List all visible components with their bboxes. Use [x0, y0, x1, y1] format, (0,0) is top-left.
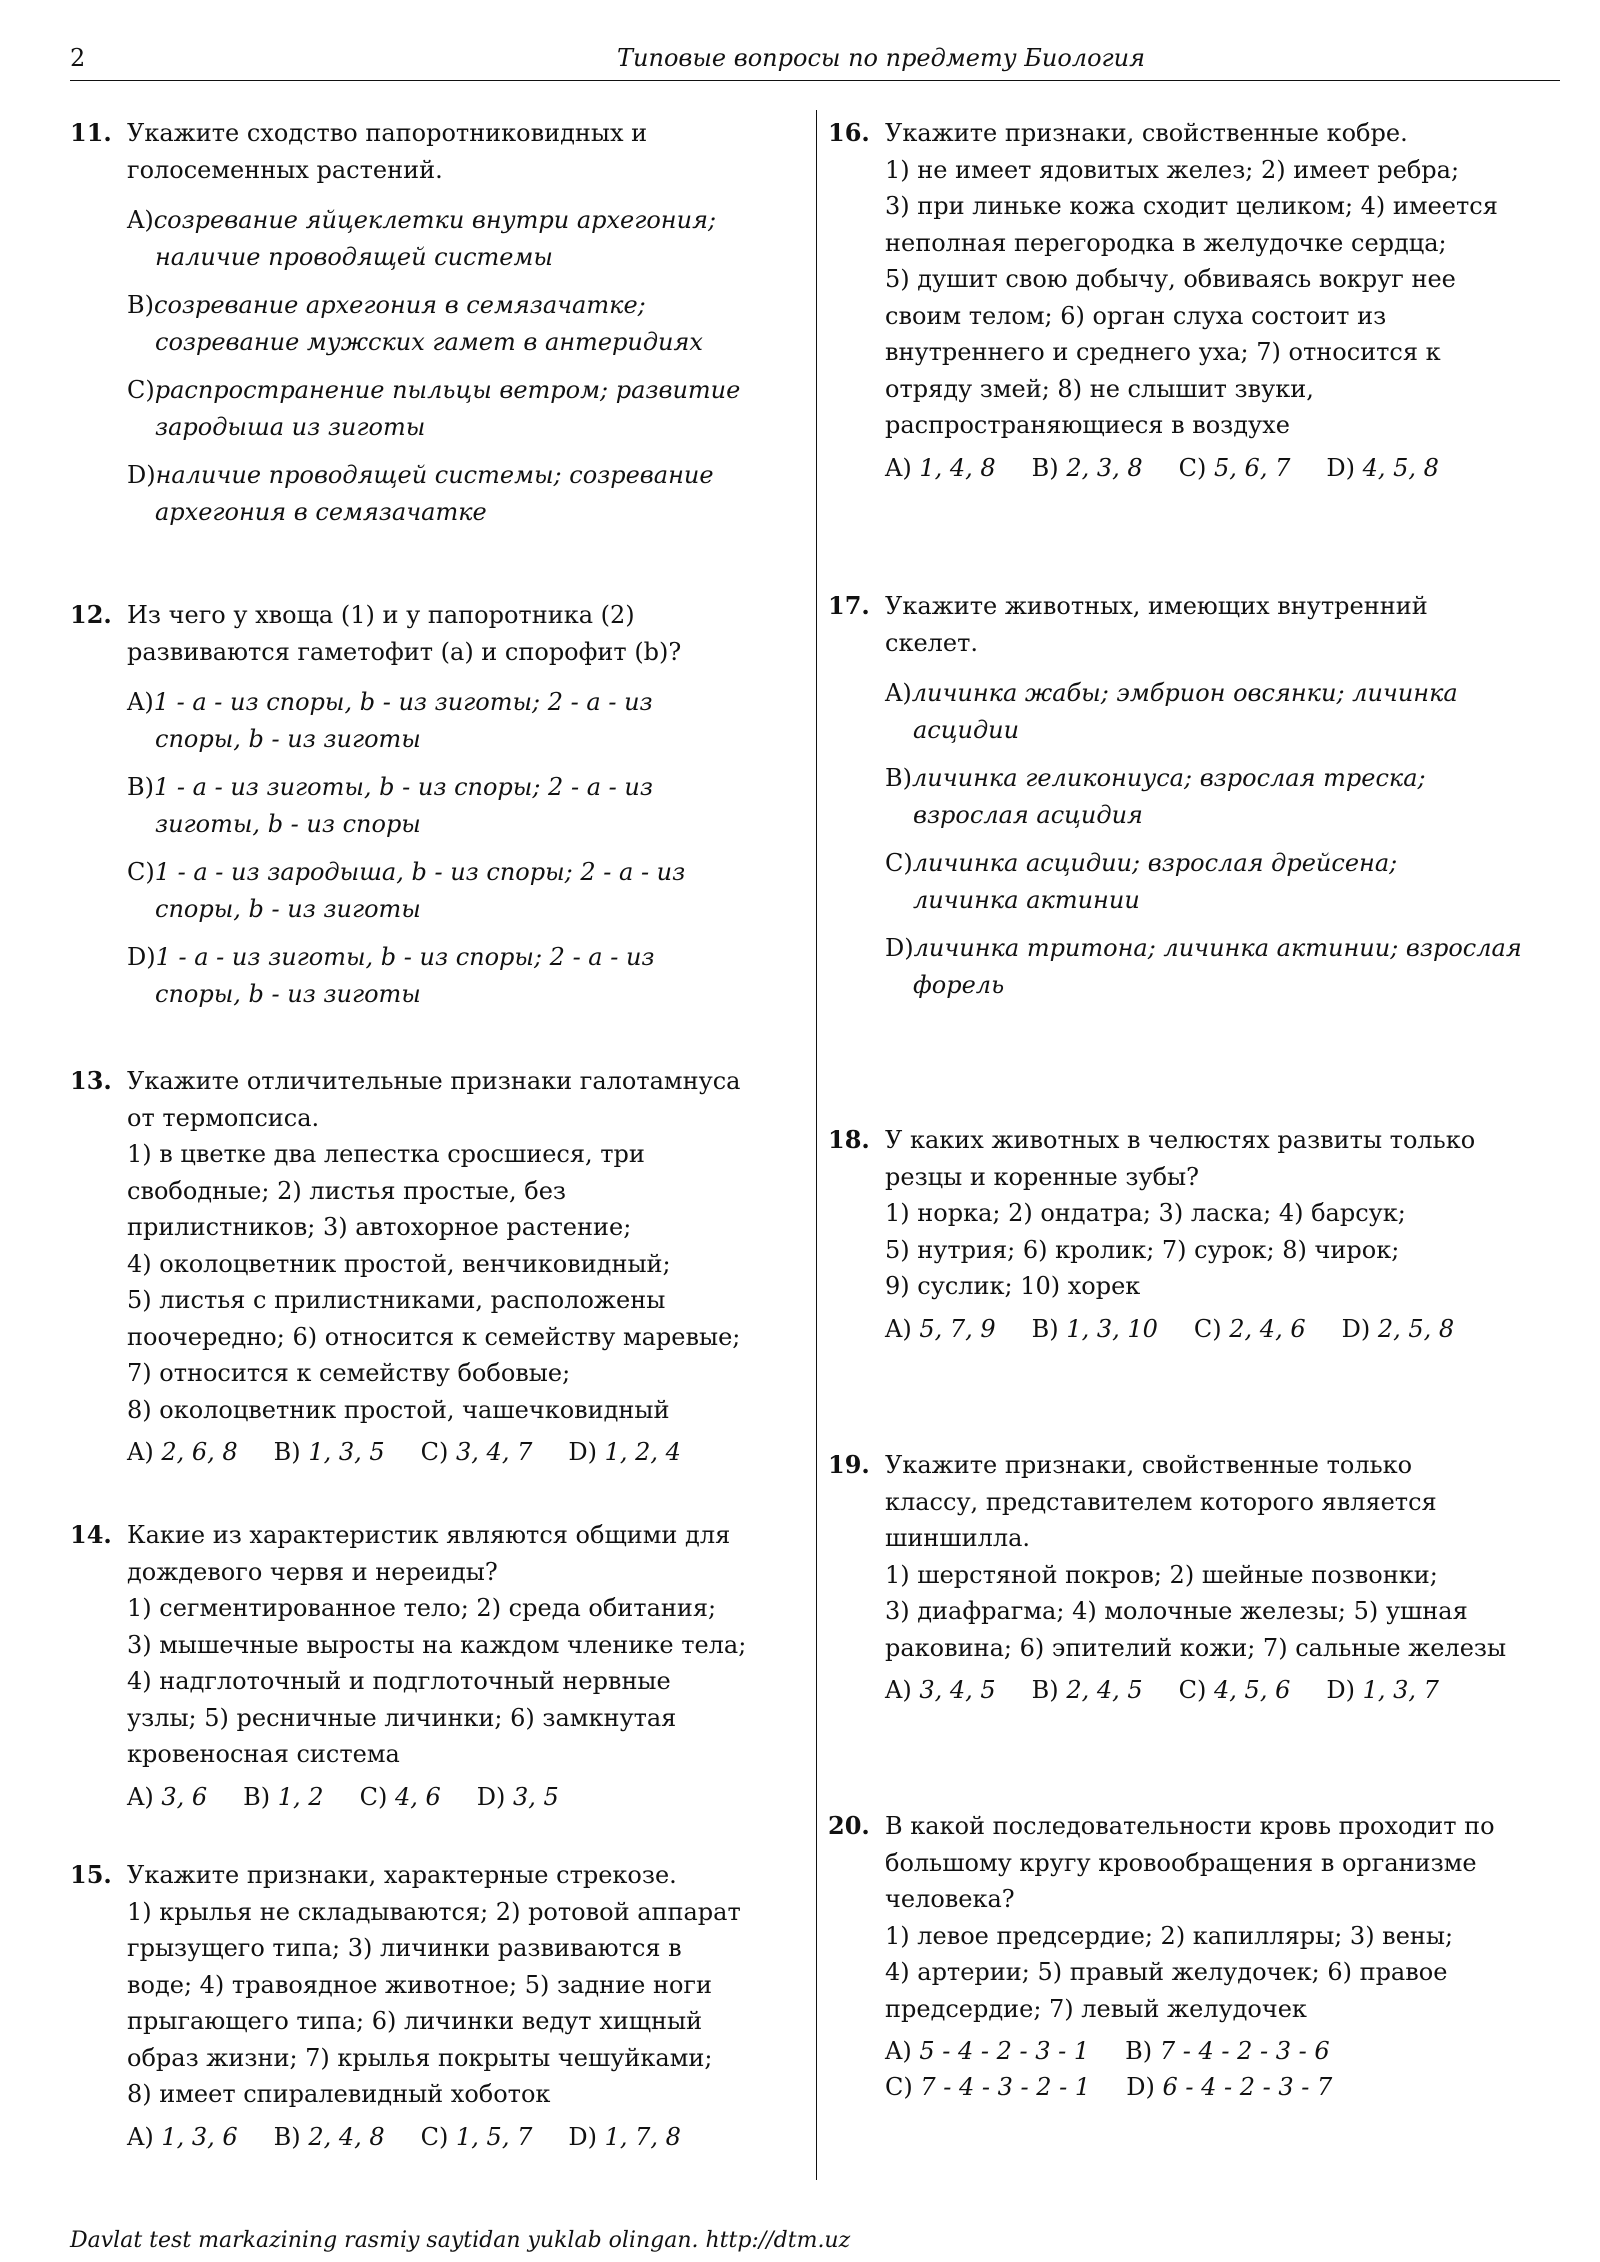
choice-letter: D)	[1326, 1676, 1355, 1704]
question-text-line: кровеносная система	[127, 1740, 400, 1768]
answer-option-d[interactable]	[127, 457, 760, 530]
choice-letter: A)	[127, 1438, 154, 1466]
question-text-line: грызущего типа; 3) личинки развиваются в	[127, 1934, 682, 1962]
choice-letter: C)	[420, 1438, 449, 1466]
option-letter: A)	[885, 679, 912, 707]
question-text-line: 1) крылья не складываются; 2) ротовой аппарат	[127, 1897, 741, 1926]
answer-choices	[127, 1779, 760, 1815]
question-17	[828, 588, 1538, 1015]
choice-letter: D)	[568, 1438, 597, 1466]
question-text-line: резцы и коренные зубы?	[885, 1162, 1200, 1191]
question-text-line: внутреннего и среднего уха; 7) относится к	[885, 338, 1441, 366]
answer-choice-b[interactable]	[1032, 454, 1143, 482]
option-letter: D)	[127, 461, 156, 489]
choice-value: 1, 4, 8	[919, 453, 996, 482]
option-text: 1 - a - из зиготы, b - из споры; 2 - a - из	[154, 773, 653, 801]
option-text-cont: созревание мужских гамет в антеридиях	[155, 327, 703, 356]
question-20	[828, 1808, 1538, 2105]
answer-option-a[interactable]	[127, 202, 760, 275]
option-text-cont: наличие проводящей системы	[155, 242, 553, 271]
answer-choices	[127, 2119, 760, 2155]
question-text-line: 1) шерстяной покров; 2) шейные позвонки;	[885, 1560, 1438, 1589]
choice-letter: A)	[127, 2122, 154, 2151]
question-text-line: 1) сегментированное тело; 2) среда обитания;	[127, 1594, 717, 1622]
choice-letter: D)	[568, 2122, 597, 2151]
answer-choice-a[interactable]	[127, 1438, 238, 1466]
option-text-cont: взрослая асцидия	[913, 800, 1143, 829]
running-title: Типовые вопросы по предмету Биология	[617, 44, 1145, 72]
option-text: созревание архегония в семязачатке;	[154, 291, 646, 319]
question-12	[70, 597, 760, 1024]
option-letter: C)	[885, 849, 913, 877]
option-letter: B)	[127, 773, 154, 801]
question-text-line: свободные; 2) листья простые, без	[127, 1176, 566, 1205]
answer-choice-d[interactable]	[1326, 454, 1439, 482]
answer-choices	[885, 450, 1538, 486]
choice-letter: B)	[1031, 453, 1059, 482]
question-text-line: большому кругу кровообращения в организме	[885, 1848, 1477, 1877]
option-text-cont: асцидии	[913, 715, 1020, 744]
question-text-line: узлы; 5) ресничные личинки; 6) замкнутая	[127, 1703, 677, 1732]
question-text-line: 5) нутрия; 6) кролик; 7) сурок; 8) чирок;	[885, 1235, 1400, 1264]
question-text-line: воде; 4) травоядное животное; 5) задние ноги	[127, 1970, 712, 1999]
choice-letter: D)	[1126, 2073, 1155, 2101]
answer-choices-row-2	[885, 2069, 1538, 2105]
choice-value: 7 - 4 - 3 - 2 - 1	[920, 2073, 1091, 2101]
question-text-line: 4) артерии; 5) правый желудочек; 6) правое	[885, 1958, 1448, 1986]
choice-value: 4, 5, 8	[1362, 453, 1439, 482]
answer-option-a[interactable]	[127, 684, 760, 757]
answer-choice-c[interactable]	[885, 2073, 1090, 2101]
question-text-line: Укажите признаки, характерные стрекозе.	[127, 1861, 677, 1889]
answer-choice-a[interactable]	[127, 1783, 207, 1811]
choice-value: 3, 4, 7	[456, 1438, 533, 1466]
question-text-line: 3) при линьке кожа сходит целиком; 4) имеется	[885, 192, 1498, 220]
question-19	[828, 1447, 1538, 1708]
choice-letter: D)	[1341, 1314, 1371, 1343]
page-header	[70, 40, 1560, 81]
choice-value: 4, 6	[394, 1782, 441, 1811]
question-text-line: 8) околоцветник простой, чашечковидный	[127, 1395, 670, 1424]
choice-value: 5, 6, 7	[1214, 453, 1291, 482]
answer-choice-b[interactable]	[1032, 1676, 1143, 1704]
choice-letter: A)	[885, 1314, 912, 1343]
question-text-line: 4) околоцветник простой, венчиковидный;	[127, 1249, 671, 1278]
answer-choice-c[interactable]	[421, 2123, 533, 2151]
answer-choice-c[interactable]	[1179, 1676, 1291, 1704]
question-text-line: 1) норка; 2) ондатра; 3) ласка; 4) барсук;	[885, 1199, 1406, 1227]
answer-choice-a[interactable]	[885, 2037, 1089, 2065]
choice-letter: A)	[885, 1676, 912, 1704]
question-text-line: шиншилла.	[885, 1524, 1031, 1552]
question-text-line: скелет.	[885, 628, 978, 657]
question-text-line: В какой последовательности кровь проходит по	[885, 1812, 1495, 1840]
option-letter: C)	[127, 376, 155, 404]
choice-letter: D)	[476, 1782, 506, 1811]
option-text: 1 - a - из споры, b - из зиготы; 2 - a - из	[153, 688, 653, 716]
question-13	[70, 1063, 760, 1470]
answer-option-b[interactable]	[885, 760, 1538, 833]
question-text-line: отряду змей; 8) не слышит звуки,	[885, 374, 1314, 403]
answer-choices	[885, 1311, 1538, 1347]
answer-choice-b[interactable]	[1125, 2037, 1329, 2065]
answer-option-a[interactable]	[885, 675, 1538, 748]
page-footer: Davlat test markazining rasmiy saytidan yuklab olingan. http://dtm.uz	[70, 2228, 851, 2253]
option-letter: B)	[127, 291, 154, 319]
choice-value: 2, 4, 5	[1066, 1676, 1143, 1704]
option-text: созревание яйцеклетки внутри архегония;	[153, 206, 717, 234]
option-letter: B)	[885, 764, 912, 792]
question-number: 13.	[70, 1066, 112, 1095]
answer-choices	[127, 1434, 760, 1470]
question-text-line: 8) имеет спиралевидный хоботок	[127, 2080, 551, 2108]
option-text-cont: зародыша из зиготы	[155, 412, 426, 441]
option-letter: D)	[127, 943, 156, 971]
question-text-line: 3) диафрагма; 4) молочные железы; 5) ушная	[885, 1597, 1468, 1625]
question-text-line: 1) левое предсердие; 2) капилляры; 3) вены;	[885, 1921, 1454, 1950]
question-number: 12.	[70, 600, 112, 629]
option-text-cont: личинка актинии	[913, 885, 1140, 914]
answer-option-d[interactable]	[127, 939, 760, 1012]
question-text-line: 1) не имеет ядовитых желез; 2) имеет ребра;	[885, 155, 1460, 184]
choice-letter: C)	[1178, 453, 1207, 482]
page-number: 2	[70, 44, 86, 72]
choice-value: 5, 7, 9	[919, 1314, 996, 1343]
choice-letter: B)	[1125, 2037, 1153, 2065]
option-text-cont: споры, b - из зиготы	[155, 894, 421, 923]
answer-choices-row-1	[885, 2033, 1538, 2069]
choice-value: 1, 3, 7	[1362, 1676, 1439, 1704]
answer-option-d[interactable]	[885, 930, 1538, 1003]
answer-choice-d[interactable]	[1126, 2073, 1332, 2101]
answer-choice-d[interactable]	[568, 1438, 681, 1466]
question-number: 14.	[70, 1520, 112, 1549]
answer-choice-c[interactable]	[1194, 1315, 1306, 1343]
answer-option-c[interactable]	[127, 854, 760, 927]
question-text-line: 4) надглоточный и подглоточный нервные	[127, 1667, 671, 1695]
choice-value: 1, 3, 5	[308, 1438, 385, 1466]
answer-choice-b[interactable]	[274, 2123, 385, 2151]
option-list	[127, 202, 760, 530]
choice-letter: A)	[885, 453, 912, 482]
choice-value: 1, 7, 8	[604, 2122, 681, 2151]
answer-choice-a[interactable]	[885, 1315, 996, 1343]
answer-choices	[885, 1672, 1538, 1708]
question-text-line: 7) относится к семейству бобовые;	[127, 1359, 571, 1387]
question-number: 19.	[828, 1450, 870, 1479]
question-text-line: своим телом; 6) орган слуха состоит из	[885, 301, 1387, 330]
question-text-line: поочередно; 6) относится к семейству маревые;	[127, 1322, 741, 1351]
answer-choice-d[interactable]	[1326, 1676, 1439, 1704]
answer-option-b[interactable]	[127, 769, 760, 842]
question-text-line: Укажите отличительные признаки галотамнуса	[127, 1067, 741, 1095]
option-letter: A)	[127, 206, 154, 234]
choice-value: 2, 3, 8	[1066, 453, 1143, 482]
question-16	[828, 115, 1538, 486]
choice-letter: C)	[359, 1782, 388, 1811]
answer-choice-d[interactable]	[1342, 1315, 1455, 1343]
choice-letter: B)	[243, 1782, 271, 1811]
answer-choice-d[interactable]	[477, 1783, 559, 1811]
answer-choice-a[interactable]	[885, 1676, 996, 1704]
question-text-line: Из чего у хвоща (1) и у папоротника (2)	[127, 601, 635, 629]
choice-value: 3, 4, 5	[919, 1676, 996, 1704]
answer-choice-d[interactable]	[568, 2123, 681, 2151]
option-text-cont: споры, b - из зиготы	[155, 979, 421, 1008]
answer-choice-c[interactable]	[421, 1438, 533, 1466]
option-list	[885, 675, 1538, 1003]
answer-choice-b[interactable]	[243, 1783, 323, 1811]
question-text-line: Укажите признаки, свойственные только	[885, 1451, 1413, 1479]
question-text-line: от термопсиса.	[127, 1103, 320, 1132]
choice-value: 1, 3, 10	[1066, 1314, 1158, 1343]
question-text-line: Укажите признаки, свойственные кобре.	[885, 119, 1408, 147]
answer-option-c[interactable]	[127, 372, 760, 445]
choice-letter: B)	[1031, 1676, 1059, 1704]
choice-value: 2, 5, 8	[1377, 1314, 1455, 1343]
option-text-cont: зиготы, b - из споры	[155, 809, 421, 838]
choice-value: 3, 5	[513, 1782, 559, 1811]
question-text-line: раковина; 6) эпителий кожи; 7) сальные железы	[885, 1633, 1507, 1662]
choice-value: 2, 4, 8	[308, 2122, 385, 2151]
option-text: личинка жабы; эмбрион овсянки; личинка	[911, 679, 1458, 707]
choice-value: 2, 6, 8	[161, 1438, 238, 1466]
question-text-line: развиваются гаметофит (a) и спорофит (b)?	[127, 637, 682, 666]
choice-value: 4, 5, 6	[1214, 1676, 1291, 1704]
question-text-line: 3) мышечные выросты на каждом членике тела;	[127, 1630, 747, 1659]
answer-choice-c[interactable]	[1179, 454, 1291, 482]
option-text-cont: форель	[913, 970, 1005, 999]
question-text-line: прилистников; 3) автохорное растение;	[127, 1213, 632, 1241]
choice-letter: B)	[273, 1438, 301, 1466]
question-14	[70, 1517, 760, 1815]
question-text-line: 1) в цветке два лепестка сросшиеся, три	[127, 1140, 645, 1168]
question-text-line: образ жизни; 7) крылья покрыты чешуйками;	[127, 2043, 713, 2072]
choice-letter: C)	[885, 2073, 913, 2101]
question-18	[828, 1122, 1538, 1347]
question-text-line: голосеменных растений.	[127, 155, 443, 184]
option-text: 1 - a - из зародыша, b - из споры; 2 - a - из	[154, 858, 686, 886]
question-text-line: распространяющиеся в воздухе	[885, 411, 1290, 439]
question-number: 17.	[828, 591, 870, 620]
question-text-line: Какие из характеристик являются общими для	[127, 1521, 731, 1549]
choice-letter: C)	[1193, 1314, 1222, 1343]
question-15	[70, 1857, 760, 2155]
question-text-line: предсердие; 7) левый желудочек	[885, 1994, 1307, 2023]
option-text: наличие проводящей системы; созревание	[155, 461, 714, 489]
question-number: 20.	[828, 1811, 870, 1840]
option-text: распространение пыльцы ветром; развитие	[154, 376, 741, 404]
question-text-line: неполная перегородка в желудочке сердца;	[885, 228, 1447, 257]
choice-value: 5 - 4 - 2 - 3 - 1	[919, 2037, 1090, 2065]
option-letter: C)	[127, 858, 155, 886]
question-text-line: прыгающего типа; 6) личинки ведут хищный	[127, 2007, 703, 2035]
choice-value: 6 - 4 - 2 - 3 - 7	[1162, 2073, 1333, 2101]
option-text: 1 - a - из зиготы, b - из споры; 2 - a - из	[155, 943, 655, 971]
question-text-line: Укажите животных, имеющих внутренний	[885, 592, 1428, 620]
question-text-line: 5) душит свою добычу, обвиваясь вокруг нее	[885, 265, 1456, 293]
option-text: личинка тритона; личинка актинии; взрослая	[913, 934, 1522, 962]
option-text-cont: архегония в семязачатке	[155, 497, 487, 526]
option-letter: D)	[885, 934, 914, 962]
choice-value: 2, 4, 6	[1229, 1314, 1306, 1343]
question-number: 18.	[828, 1125, 870, 1154]
question-text-line: классу, представителем которого является	[885, 1487, 1437, 1516]
choice-value: 1, 2	[277, 1782, 324, 1811]
question-number: 11.	[70, 118, 112, 147]
option-list	[127, 684, 760, 1012]
choice-value: 3, 6	[161, 1782, 208, 1811]
question-number: 15.	[70, 1860, 112, 1889]
option-text: личинка асцидии; взрослая дрейсена;	[912, 849, 1398, 877]
answer-choice-a[interactable]	[885, 454, 996, 482]
choice-letter: C)	[420, 2122, 449, 2151]
question-text-line: 5) листья с прилистниками, расположены	[127, 1286, 666, 1314]
question-11	[70, 115, 760, 542]
option-text-cont: споры, b - из зиготы	[155, 724, 421, 753]
answer-option-b[interactable]	[127, 287, 760, 360]
choice-letter: B)	[273, 2122, 301, 2151]
answer-choice-b[interactable]	[1032, 1315, 1158, 1343]
choice-value: 1, 5, 7	[456, 2122, 533, 2151]
answer-choice-a[interactable]	[127, 2123, 238, 2151]
question-text-line: Укажите сходство папоротниковидных и	[127, 119, 648, 147]
choice-letter: C)	[1178, 1676, 1207, 1704]
question-text-line: 9) суслик; 10) хорек	[885, 1272, 1141, 1300]
choice-value: 1, 2, 4	[604, 1438, 681, 1466]
choice-letter: A)	[885, 2037, 912, 2065]
choice-letter: A)	[127, 1782, 154, 1811]
choice-value: 1, 3, 6	[161, 2122, 238, 2151]
choice-letter: B)	[1031, 1314, 1059, 1343]
question-text-line: человека?	[885, 1885, 1015, 1913]
choice-value: 7 - 4 - 2 - 3 - 6	[1159, 2037, 1330, 2065]
answer-option-c[interactable]	[885, 845, 1538, 918]
question-text-line: У каких животных в челюстях развиты только	[885, 1126, 1476, 1154]
option-letter: A)	[127, 688, 154, 716]
question-text-line: дождевого червя и нереиды?	[127, 1557, 498, 1586]
column-divider	[816, 110, 817, 2180]
answer-choice-c[interactable]	[360, 1783, 441, 1811]
choice-letter: D)	[1326, 453, 1355, 482]
question-number: 16.	[828, 118, 870, 147]
answer-choice-b[interactable]	[274, 1438, 385, 1466]
option-text: личинка геликониуса; взрослая треска;	[912, 764, 1426, 792]
